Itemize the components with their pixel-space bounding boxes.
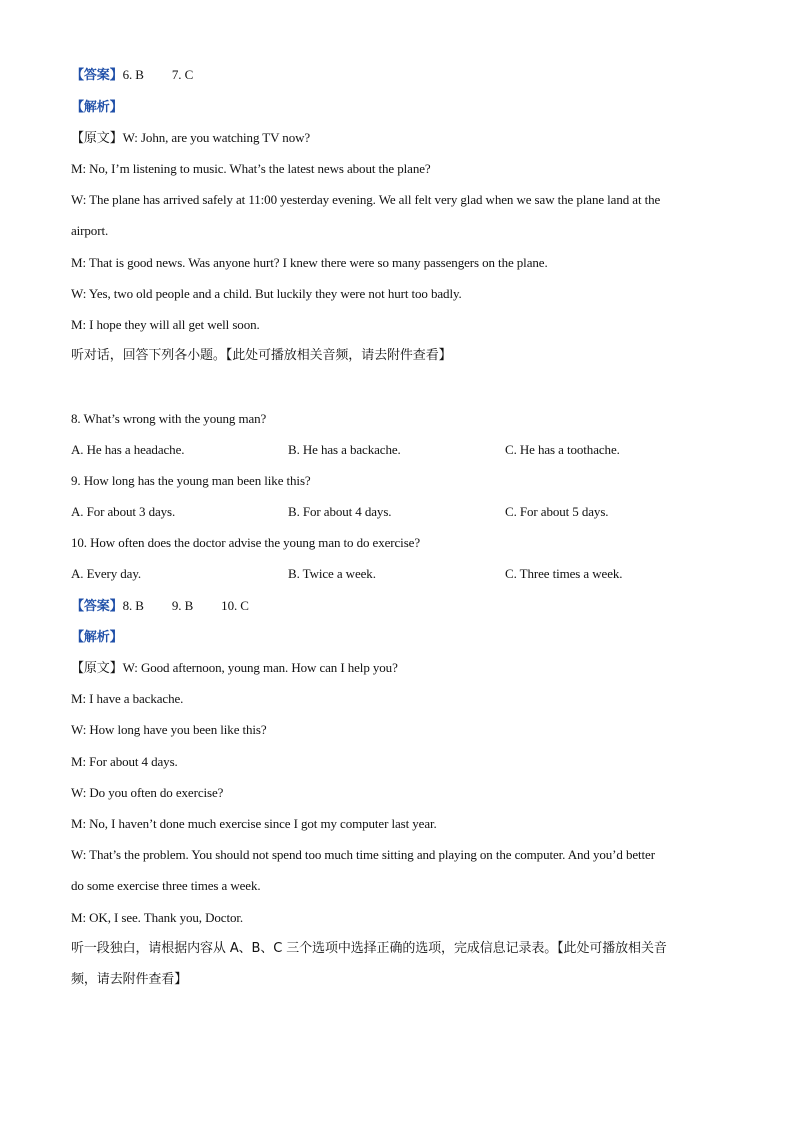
transcript-line: M: OK, I see. Thank you, Doctor. <box>71 910 244 925</box>
answer-item: 6. B <box>122 67 144 82</box>
transcript-line: 【原文】W: John, are you watching TV now? <box>71 130 311 146</box>
transcript-line: W: Do you often do exercise? <box>71 785 224 800</box>
transcript-line: M: No, I’m listening to music. What’s the latest news about the plane? <box>71 161 431 176</box>
transcript-line: M: I hope they will all get well soon. <box>71 317 260 332</box>
transcript-line: do some exercise three times a week. <box>71 878 261 893</box>
listening-instruction: 听对话，回答下列各小题。【此处可播放相关音频，请去附件查看】 <box>71 348 452 363</box>
transcript-line: M: No, I haven’t done much exercise since I got my computer last year. <box>71 816 437 831</box>
answer-line-2 <box>71 597 249 616</box>
question-stem: 10. How often does the doctor advise the young man to do exercise? <box>71 535 420 550</box>
question-stem: 9. How long has the young man been like this? <box>71 473 311 488</box>
answer-item: 7. C <box>171 67 194 82</box>
transcript-line: airport. <box>71 223 109 238</box>
option-a: A. He has a headache. <box>71 442 185 457</box>
listening-instruction-cont: 频，请去附件查看】 <box>71 972 188 987</box>
question-stem: 8. What’s wrong with the young man? <box>71 411 267 426</box>
transcript-line: W: That’s the problem. You should not spend too much time sitting and playing on the computer. And you’d better <box>71 847 655 862</box>
answer-item: 10. C <box>221 598 249 613</box>
option-b: B. For about 4 days. <box>288 504 392 519</box>
answer-line-1 <box>71 66 193 85</box>
analysis-heading-2: 【解析】 <box>71 630 123 645</box>
source-tag: 【原文】 <box>71 131 123 146</box>
source-tag: 【原文】 <box>71 661 123 676</box>
option-a: A. Every day. <box>71 566 142 581</box>
listening-instruction: 听一段独白，请根据内容从 A、B、C 三个选项中选择正确的选项，完成信息记录表。【此处可播放相关音 <box>71 941 667 956</box>
answer-tag: 【答案】 <box>71 599 123 614</box>
transcript-line: 【原文】W: Good afternoon, young man. How can I help you? <box>71 660 398 676</box>
option-c: C. For about 5 days. <box>505 504 609 519</box>
answer-item: 9. B <box>171 598 194 613</box>
option-c: C. He has a toothache. <box>505 442 620 457</box>
option-a: A. For about 3 days. <box>71 504 176 519</box>
transcript-line: W: How long have you been like this? <box>71 722 267 737</box>
transcript-line: M: For about 4 days. <box>71 754 178 769</box>
answer-tag: 【答案】 <box>71 68 123 83</box>
option-b: B. Twice a week. <box>288 566 376 581</box>
transcript-line: W: Yes, two old people and a child. But luckily they were not hurt too badly. <box>71 286 462 301</box>
option-c: C. Three times a week. <box>505 566 623 581</box>
transcript-line: W: The plane has arrived safely at 11:00 yesterday evening. We all felt very glad when we saw the plane land at the <box>71 192 661 207</box>
analysis-heading-1: 【解析】 <box>71 100 123 115</box>
option-b: B. He has a backache. <box>288 442 401 457</box>
transcript-line: M: I have a backache. <box>71 691 184 706</box>
transcript-line: M: That is good news. Was anyone hurt? I knew there were so many passengers on the plane. <box>71 255 548 270</box>
answer-item: 8. B <box>122 598 144 613</box>
